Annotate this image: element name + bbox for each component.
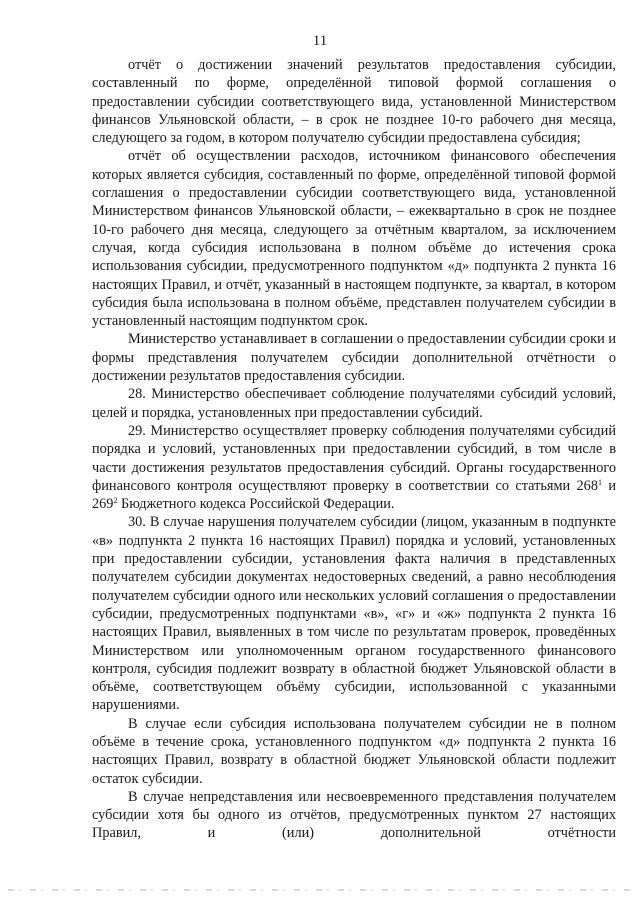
paragraph-29-text-c: Бюджетного кодекса Российской Федерации. xyxy=(117,496,395,513)
paragraph-remainder-return: В случае если субсидия использована получателем субсидии не в полном объёме в течение срока, установленного подпунктом «д» подпункта 2 пункта 16 настоящих Правил, возврату в областной бюджет Ульяновской области подлежит остаток субсидии. xyxy=(92,715,616,787)
paragraph-29-text-a: 29. Министерство осуществляет проверку соблюдения получателями субсидий порядка и условий, установленных при предоставлении субсидий, в том числе в части достижения результатов предоставления субсидий. Органы государственного финансового контроля осуществляют проверку в соответствии со статьями 268 xyxy=(92,422,616,494)
superscript-269: 2 xyxy=(113,496,118,506)
paragraph-29-text-b: и 269 xyxy=(92,477,616,513)
paragraph-non-submission: В случае непредставления или несвоевременного представления получателем субсидии хотя бы одного из отчётов, предусмотренных пунктом 27 настоящих Правил, и (или) дополнительной отчётности xyxy=(92,788,616,842)
paragraph-30: 30. В случае нарушения получателем субсидии (лицом, указанным в подпункте «в» подпункта 2 пункта 16 настоящих Правил) порядка и условий, установленных при предоставлении субсидии, установления факта наличия в представленных получателем субсидии документах недостоверных сведений, а равно несоблюдения получателем субсидии одного или нескольких условий соглашения о предоставлении субсидии, предусмотренных подпунктами «в», «г» и «ж» подпункта 2 пункта 16 настоящих Правил, выявленных в том числе по результатам проверок, проведённых Министерством или уполномоченным органом государственного финансового контроля, субсидия подлежит возврату в областной бюджет Ульяновской области в объёме, соответствующем объёму субсидии, использованной с указанными нарушениями. xyxy=(92,514,616,714)
paragraph-report-expenses: отчёт об осуществлении расходов, источником финансового обеспечения которых является субсидия, составленный по форме, определённой типовой формой соглашения о предоставлении субсидии соответствующего вида, установленной Министерством финансов Ульяновской области, – ежеквартально в срок не позднее 10-го рабочего дня месяца, следующего за отчётным кварталом, за исключением случая, когда субсидия использована в полном объёме до истечения срока использования субсидии, предусмотренного подпунктом «д» подпункта 2 пункта 16 настоящих Правил, и отчёт, указанный в настоящем подпункте, за квартал, в котором субсидия была использована в полном объёме, представлен получателем субсидии в установленный настоящим подпунктом срок. xyxy=(92,148,616,330)
paragraph-report-results: отчёт о достижении значений результатов предоставления субсидии, составленный по форме, определённой типовой формой соглашения о предоставлении субсидии соответствующего вида, установленной Министерством финансов Ульяновской области, – в срок не позднее 10-го рабочего дня месяца, следующего за годом, в котором получателю субсидии предоставлена субсидия; xyxy=(92,57,616,147)
paragraph-additional-reporting: Министерство устанавливает в соглашении о предоставлении субсидии сроки и формы представления получателем субсидии дополнительной отчётности о достижении результатов предоставления субсидии. xyxy=(92,331,616,385)
scan-edge-artifact xyxy=(8,889,632,891)
document-body xyxy=(92,56,616,843)
paragraph-28: 28. Министерство обеспечивает соблюдение получателями субсидий условий, целей и порядка, установленных при предоставлении субсидий. xyxy=(92,386,616,421)
superscript-268: 1 xyxy=(597,477,602,487)
page-number: 11 xyxy=(312,33,328,49)
paragraph-29 xyxy=(92,422,616,513)
